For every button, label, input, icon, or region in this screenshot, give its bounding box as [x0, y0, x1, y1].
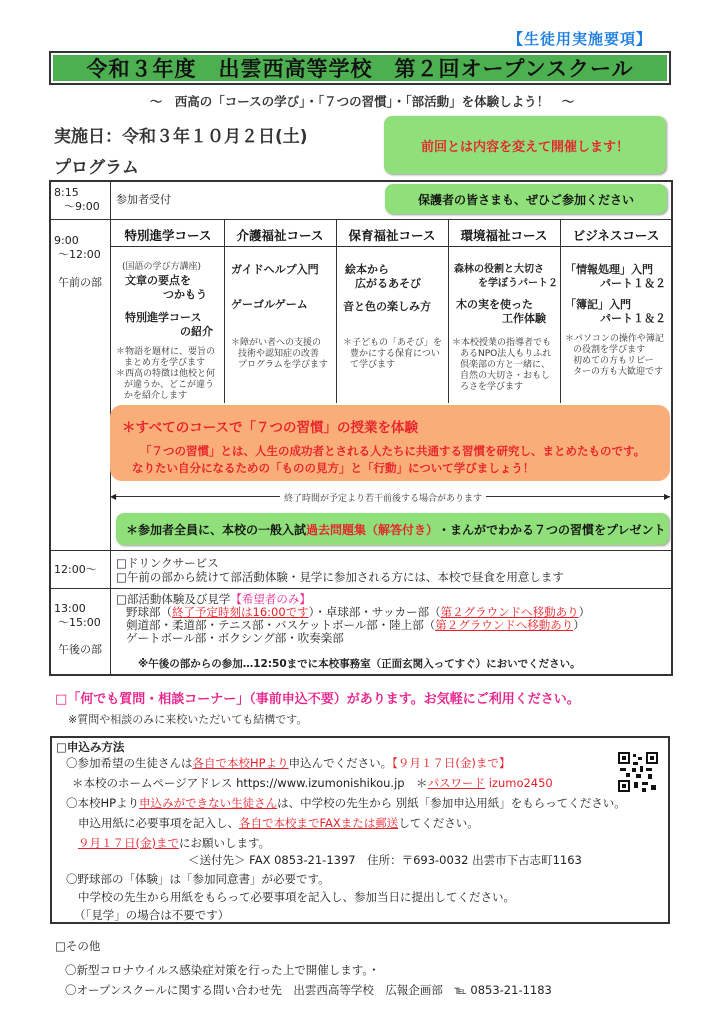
morning-session-label: 午前の部 — [58, 276, 102, 289]
course-childcare-class1: 絵本から — [345, 263, 389, 276]
apply-password-label: パスワード — [427, 776, 486, 790]
apply-line9: （「見学」の場合は不要です） — [74, 908, 230, 922]
course-special-note4: が違うか、どこが違う — [124, 380, 215, 390]
course-special-note1: ＊物語を題材に、要旨の — [116, 347, 216, 357]
course-childcare-note1: ＊子どもの「あそび」を — [343, 338, 443, 348]
arrow-right-icon: ▶ — [664, 492, 671, 501]
drink-service: □ドリンクサービス — [116, 556, 219, 570]
course-biz-note2: の役割を学びます — [573, 345, 646, 355]
page-title: 令和３年度 出雲西高等学校 第２回オープンスクール — [49, 51, 671, 85]
course-care-class1: ガイドヘルプ入門 — [231, 263, 319, 276]
apply-line1 — [66, 756, 510, 770]
apply-line5 — [78, 836, 270, 850]
course-care-class2: ゲーゴルゲーム — [231, 298, 308, 311]
apply-line3 — [66, 796, 626, 810]
present-box — [116, 513, 669, 545]
apply-l4c: してください。 — [398, 816, 479, 830]
club-l2b: 第２グラウンドへ移動あり — [435, 618, 574, 632]
student-guideline-tag: 【生徒用実施要項】 — [508, 30, 653, 48]
course-childcare-note2: 豊かにする保育につい — [350, 349, 440, 359]
course-env-class1b: を学ぼうパート２ — [478, 278, 558, 289]
apply-line4 — [78, 816, 479, 830]
program-label: プログラム — [54, 158, 139, 178]
time-1200-end: ～12:00 — [58, 248, 101, 261]
time-0815: 8:15 — [54, 186, 79, 199]
course-env-note1: ＊本校授業の指導者でも — [452, 338, 552, 348]
club-l1c: ）・卓球部・サッカー部（ — [308, 605, 441, 619]
course-special-class2b: の紹介 — [180, 325, 213, 338]
apply-line8: 中学校の先生から用紙をもらって必要事項を記入し、参加当日に提出してください。 — [78, 890, 515, 904]
arrow-left-icon: ◀ — [110, 492, 117, 501]
course-special-note2: まとめ方を学びます — [124, 358, 206, 368]
apply-l1b: 各自で本校HPより — [192, 756, 289, 770]
apply-l4b: 各自で本校までFAXまたは郵送 — [239, 816, 399, 830]
club-l1d: 第２グラウンドへ移動あり — [440, 605, 579, 619]
apply-url[interactable]: ＊本校のホームページアドレス https://www.izumonishikou.jp ＊ — [72, 776, 428, 790]
club-l2a: 剣道部・柔道部・テニス部・バスケットボール部・陸上部（ — [126, 618, 436, 632]
time-0900-end: ～9:00 — [64, 200, 100, 213]
course-special-sub: (国語の学び方講座) — [122, 262, 202, 272]
course-env-note2: あるNPO法人もりふれ — [460, 349, 552, 359]
apply-l1c: 申込んでください。 — [288, 756, 393, 770]
seven-habits-desc2: なりたい自分になるための「ものの見方」と「行動」について学びましょう！ — [132, 461, 535, 475]
club-l1e: ） — [578, 605, 591, 619]
qa-corner-note: ※質問や相談のみに来校いただいても結構です。 — [68, 713, 308, 726]
afternoon-session-label: 午後の部 — [58, 643, 102, 656]
qa-corner-notice: □「何でも質問・相談コーナー」（事前申込不要）があります。お気軽にご利用ください。 — [55, 692, 580, 707]
subtitle: ～ 西高の「コースの学び」・「７つの習慣」・「部活動」を体験しよう！ ～ — [149, 94, 575, 109]
guardian-invite: 保護者の皆さまも、ぜひご参加ください — [385, 184, 667, 214]
course-care-note3: プログラムを学びます — [238, 360, 328, 370]
club-heading-text: □部活動体験及び見学 — [116, 592, 231, 606]
apply-l3c: は、中学校の先生から 別紙「参加申込用紙」をもらってください。 — [277, 796, 626, 810]
course-header-business: ビジネスコース — [572, 228, 660, 243]
time-1300: 13:00 — [54, 602, 86, 615]
course-env-note4: 自然の大切さ・おもし — [460, 371, 551, 381]
course-childcare-note3: て学びます — [350, 360, 396, 370]
course-header-environment: 環境福祉コース — [460, 228, 548, 243]
changed-content-notice: 前回とは内容を変えて開催します！ — [384, 116, 666, 174]
apply-l1a: 〇参加希望の生徒さんは — [66, 756, 193, 770]
course-header-special: 特別進学コース — [124, 228, 212, 243]
event-date: 実施日：令和３年１０月２日(土) — [54, 127, 308, 147]
present-text-a: ＊参加者全員に、本校の一般入試 — [126, 522, 307, 537]
course-care-note2: 技術や認知症の改善 — [238, 349, 320, 359]
course-special-class1: 文章の要点を — [125, 274, 191, 287]
course-biz-class1b: パート１＆２ — [600, 277, 666, 290]
course-env-class1: 森林の役割と大切さ — [454, 264, 544, 275]
apply-l3b: 申込みができない生徒さん — [139, 796, 278, 810]
course-special-class2: 特別進学コース — [125, 311, 202, 324]
afternoon-arrival-note: ※午後の部からの参加…12:50までに本校事務室（正面玄関入ってすぐ）においでください。 — [138, 658, 581, 670]
application-box — [50, 736, 670, 924]
course-biz-class2b: パート１＆２ — [600, 312, 666, 325]
club-line3: ゲートボール部・ボクシング部・吹奏楽部 — [126, 631, 344, 645]
other-heading: □その他 — [55, 939, 101, 953]
other-section — [55, 938, 675, 998]
other-covid-note: 〇新型コロナウイルス感染症対策を行った上で開催します。・ — [65, 963, 380, 977]
apply-send-to: ＜送付先＞ FAX 0853-21-1397 住所：〒693-0032 出雲市下古志町1163 — [188, 853, 582, 867]
apply-l5a: ９月１７日(金)まで — [78, 836, 179, 850]
time-1200: 12:00～ — [54, 563, 97, 576]
course-biz-note3: 初めての方もリピー — [573, 356, 654, 366]
time-1500-end: ～15:00 — [58, 616, 101, 629]
apply-password: izumo2450 — [485, 776, 553, 790]
apply-heading: □申込み方法 — [56, 740, 125, 754]
course-header-care: 介護福祉コース — [236, 228, 324, 243]
present-text-c: ・まんがでわかる７つの習慣をプレゼント — [438, 522, 666, 537]
club-l2c: ） — [573, 618, 585, 632]
course-special-note3: ＊西高の特徴は他校と何 — [116, 369, 216, 379]
reception-label: 参加者受付 — [116, 193, 171, 206]
seven-habits-desc1: 「７つの習慣」とは、人生の成功者とされる人たちに共通する習慣を研究し、まとめたものです。 — [140, 444, 646, 458]
course-env-class2: 木の実を使った — [456, 298, 533, 311]
course-env-note3: 倶楽部の方と一緒に、 — [460, 360, 551, 370]
seven-habits-heading: ＊すべてのコースで「７つの習慣」の授業を体験 — [122, 420, 419, 436]
course-env-note5: ろさを学びます — [460, 382, 524, 392]
club-optional-tag: 【希望者のみ】 — [230, 592, 311, 606]
apply-l3a: 〇本校HPより — [66, 796, 140, 810]
present-text-b: 過去問題集（解答付き） — [306, 522, 439, 537]
club-l1b: 終了予定時刻は16:00です — [172, 605, 309, 619]
end-time-note: 終了時間が予定より若干前後する場合があります — [280, 491, 486, 504]
course-header-childcare: 保育福祉コース — [348, 228, 436, 243]
apply-deadline: 【９月１７日(金)まで】 — [392, 756, 511, 770]
apply-line7: 〇野球部の「体験」は「参加同意書」が必要です。 — [66, 872, 330, 886]
other-contact: 〇オープンスクールに関する問い合わせ先 出雲西高等学校 広報企画部 ℡ 0853-21-1183 — [65, 983, 552, 997]
course-care-note1: ＊障がい者への支援の — [231, 338, 322, 348]
apply-l5b: にお願いします。 — [178, 836, 271, 850]
lunch-notice: □午前の部から続けて部活動体験・見学に参加される方には、本校で昼食を用意します — [116, 570, 564, 584]
course-special-class1b: つかもう — [163, 288, 207, 301]
apply-line2 — [72, 776, 553, 790]
qr-code-icon[interactable] — [618, 752, 658, 792]
time-0900: 9:00 — [54, 234, 79, 247]
course-childcare-class2: 音と色の楽しみ方 — [343, 300, 431, 313]
apply-l4a: 申込用紙に必要事項を記入し、 — [78, 816, 239, 830]
course-childcare-class1b: 広がるあそび — [355, 277, 421, 290]
seven-habits-box — [110, 405, 670, 481]
course-biz-class2: 「簿記」入門 — [565, 298, 631, 311]
course-biz-note4: ターの方も大歓迎です — [573, 367, 664, 377]
course-biz-class1: 「情報処理」入門 — [565, 263, 653, 276]
course-special-note5: かを紹介します — [124, 391, 188, 401]
club-l1a: 野球部（ — [126, 605, 172, 619]
course-biz-note1: ＊パソコンの操作や簿記 — [565, 334, 664, 344]
course-env-class2b: 工作体験 — [502, 312, 546, 325]
